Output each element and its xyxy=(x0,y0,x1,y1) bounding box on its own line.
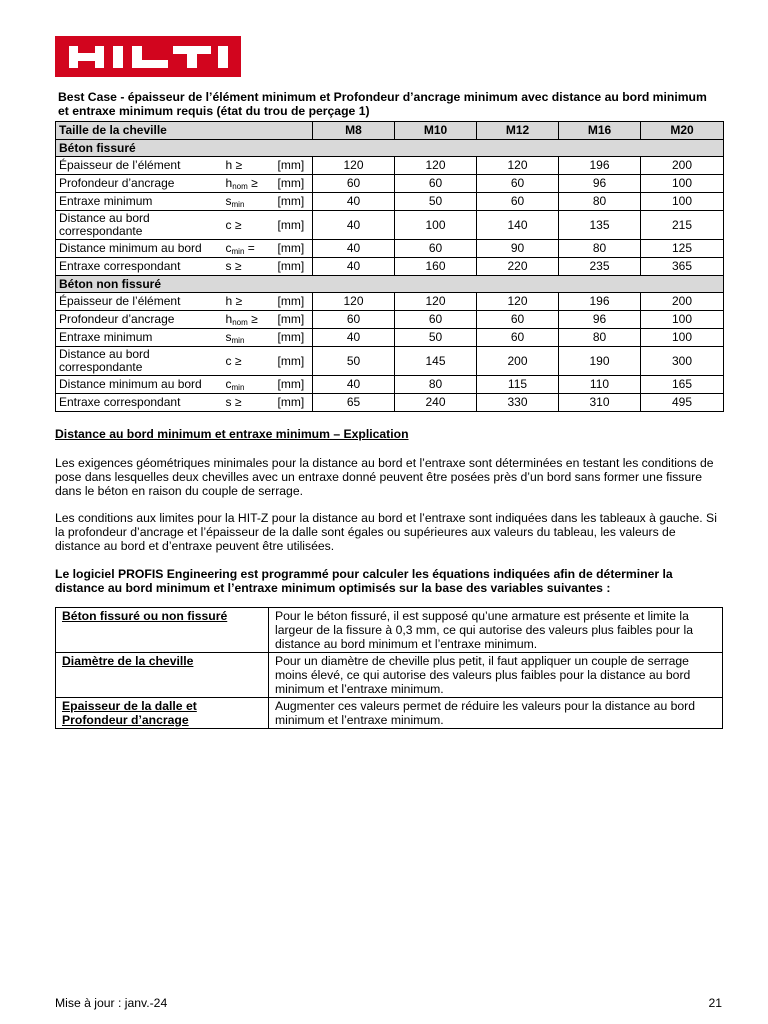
row-label: Distance minimum au bord xyxy=(56,376,223,394)
size-header: M16 xyxy=(559,122,641,140)
section-title: Béton non fissuré xyxy=(56,276,724,293)
value-cell: 40 xyxy=(313,193,395,211)
value-cell: 60 xyxy=(395,311,477,329)
footer-update-date: Mise à jour : janv.-24 xyxy=(55,996,168,1010)
symbol-letter: c xyxy=(225,353,232,368)
value-cell: 200 xyxy=(641,157,724,175)
value-cell: 60 xyxy=(313,175,395,193)
table-row xyxy=(56,157,724,175)
hilti-logo xyxy=(55,36,241,77)
value-cell: 40 xyxy=(313,329,395,347)
variable-row xyxy=(56,653,723,698)
size-header: M10 xyxy=(395,122,477,140)
row-symbol xyxy=(223,293,275,311)
value-cell: 100 xyxy=(395,211,477,240)
value-cell: 140 xyxy=(477,211,559,240)
symbol-subscript: min xyxy=(231,336,245,345)
table-row xyxy=(56,376,724,394)
variable-description: Pour le béton fissuré, il est supposé qu’une armature est présente et limite la largeur de la fissure à 0,3 mm, ce qui autorise des valeurs plus faibles pour la distance au bord minimum et l’entraxe minimum. xyxy=(269,608,723,653)
row-unit: [mm] xyxy=(275,211,313,240)
row-unit: [mm] xyxy=(275,329,313,347)
table-row xyxy=(56,240,724,258)
row-unit: [mm] xyxy=(275,293,313,311)
table-row xyxy=(56,347,724,376)
value-cell: 190 xyxy=(559,347,641,376)
variable-row xyxy=(56,608,723,653)
row-symbol xyxy=(223,211,275,240)
symbol-letter: s xyxy=(225,330,232,344)
value-cell: 100 xyxy=(641,311,724,329)
row-symbol xyxy=(223,329,275,347)
value-cell: 60 xyxy=(395,240,477,258)
page-number: 21 xyxy=(708,996,722,1010)
row-label: Distance minimum au bord xyxy=(56,240,223,258)
row-symbol xyxy=(223,394,275,412)
value-cell: 235 xyxy=(559,258,641,276)
row-label: Profondeur d’ancrage xyxy=(56,311,223,329)
value-cell: 90 xyxy=(477,240,559,258)
symbol-subscript: min xyxy=(231,383,245,392)
table-row xyxy=(56,175,724,193)
value-cell: 50 xyxy=(313,347,395,376)
symbol-operator: ≥ xyxy=(251,312,258,326)
value-cell: 100 xyxy=(641,329,724,347)
value-cell: 60 xyxy=(477,193,559,211)
symbol-operator: ≥ xyxy=(234,217,242,232)
value-cell: 200 xyxy=(477,347,559,376)
row-label: Distance au bord correspondante xyxy=(56,347,223,376)
row-symbol xyxy=(223,175,275,193)
row-label: Profondeur d’ancrage xyxy=(56,175,223,193)
value-cell: 96 xyxy=(559,311,641,329)
symbol-operator: ≥ xyxy=(251,176,258,190)
header-label: Taille de la cheville xyxy=(56,122,313,140)
variables-table xyxy=(55,607,723,729)
value-cell: 40 xyxy=(313,376,395,394)
table-row xyxy=(56,311,724,329)
value-cell: 196 xyxy=(559,293,641,311)
value-cell: 80 xyxy=(559,193,641,211)
row-symbol xyxy=(223,311,275,329)
row-label: Entraxe correspondant xyxy=(56,258,223,276)
symbol-operator: ≥ xyxy=(235,158,243,172)
value-cell: 100 xyxy=(641,175,724,193)
value-cell: 100 xyxy=(641,193,724,211)
row-unit: [mm] xyxy=(275,394,313,412)
explanation-title: Distance au bord minimum et entraxe minimum – Explication xyxy=(55,427,409,441)
row-symbol xyxy=(223,376,275,394)
value-cell: 80 xyxy=(559,329,641,347)
value-cell: 60 xyxy=(477,311,559,329)
value-cell: 60 xyxy=(395,175,477,193)
value-cell: 120 xyxy=(313,157,395,175)
value-cell: 96 xyxy=(559,175,641,193)
value-cell: 215 xyxy=(641,211,724,240)
size-header: M20 xyxy=(641,122,724,140)
table-row xyxy=(56,211,724,240)
row-symbol xyxy=(223,347,275,376)
row-unit: [mm] xyxy=(275,175,313,193)
value-cell: 365 xyxy=(641,258,724,276)
value-cell: 120 xyxy=(477,293,559,311)
symbol-letter: c xyxy=(225,217,232,232)
symbol-subscript: min xyxy=(231,200,245,209)
variable-name: Diamètre de la cheville xyxy=(56,653,269,698)
row-symbol xyxy=(223,240,275,258)
section-title: Béton fissuré xyxy=(56,140,724,157)
value-cell: 40 xyxy=(313,240,395,258)
symbol-operator: ≥ xyxy=(234,353,242,368)
value-cell: 135 xyxy=(559,211,641,240)
symbol-letter: s xyxy=(225,259,232,273)
table-row xyxy=(56,258,724,276)
explanation-paragraph-1: Les exigences géométriques minimales pour la distance au bord et l’entraxe sont déterminées en testant les conditions de pose dans lesquelles deux chevilles avec un entraxe donné peuvent être posées près d’un bord sans former une fissure dans le béton en raison du couple de serrage. xyxy=(55,456,714,498)
symbol-letter: h xyxy=(225,294,233,308)
value-cell: 120 xyxy=(395,157,477,175)
symbol-letter: c xyxy=(225,377,232,391)
value-cell: 240 xyxy=(395,394,477,412)
value-cell: 50 xyxy=(395,193,477,211)
value-cell: 145 xyxy=(395,347,477,376)
value-cell: 80 xyxy=(559,240,641,258)
symbol-operator: = xyxy=(247,241,255,255)
value-cell: 40 xyxy=(313,211,395,240)
value-cell: 60 xyxy=(477,329,559,347)
value-cell: 60 xyxy=(477,175,559,193)
row-label: Épaisseur de l’élément xyxy=(56,293,223,311)
value-cell: 330 xyxy=(477,394,559,412)
row-unit: [mm] xyxy=(275,157,313,175)
value-cell: 110 xyxy=(559,376,641,394)
symbol-subscript: nom xyxy=(232,182,248,191)
size-header: M12 xyxy=(477,122,559,140)
variable-row xyxy=(56,698,723,729)
value-cell: 220 xyxy=(477,258,559,276)
row-label: Entraxe minimum xyxy=(56,329,223,347)
symbol-subscript: nom xyxy=(232,318,248,327)
symbol-letter: h xyxy=(225,312,233,326)
value-cell: 120 xyxy=(477,157,559,175)
table-row xyxy=(56,293,724,311)
symbol-letter: c xyxy=(225,241,232,255)
row-unit: [mm] xyxy=(275,258,313,276)
symbol-operator: ≥ xyxy=(234,259,242,273)
value-cell: 165 xyxy=(641,376,724,394)
size-header: M8 xyxy=(313,122,395,140)
row-unit: [mm] xyxy=(275,193,313,211)
section-row xyxy=(56,276,724,293)
row-label: Épaisseur de l’élément xyxy=(56,157,223,175)
row-unit: [mm] xyxy=(275,240,313,258)
value-cell: 495 xyxy=(641,394,724,412)
symbol-letter: s xyxy=(225,395,232,409)
value-cell: 115 xyxy=(477,376,559,394)
symbol-letter: h xyxy=(225,158,233,172)
symbol-letter: s xyxy=(225,194,232,208)
row-symbol xyxy=(223,193,275,211)
value-cell: 40 xyxy=(313,258,395,276)
variable-name: Béton fissuré ou non fissuré xyxy=(56,608,269,653)
variable-description: Augmenter ces valeurs permet de réduire les valeurs pour la distance au bord minimum et l’entraxe minimum. xyxy=(269,698,723,729)
symbol-operator: ≥ xyxy=(234,395,242,409)
explanation-paragraph-3: Le logiciel PROFIS Engineering est programmé pour calculer les équations indiquées afin de déterminer la distance au bord minimum et l’entraxe minimum optimisés sur la base des variables suivantes : xyxy=(55,567,673,595)
page-heading: Best Case - épaisseur de l’élément minimum et Profondeur d’ancrage minimum avec distance au bord minimum et entraxe minimum requis (état du trou de perçage 1) xyxy=(58,90,707,118)
value-cell: 310 xyxy=(559,394,641,412)
symbol-letter: h xyxy=(225,176,233,190)
value-cell: 196 xyxy=(559,157,641,175)
value-cell: 65 xyxy=(313,394,395,412)
symbol-subscript: min xyxy=(231,247,245,256)
table-header-row xyxy=(56,122,724,140)
variable-description: Pour un diamètre de cheville plus petit, il faut appliquer un couple de serrage moins élevé, ce qui autorise des valeurs plus faibles pour la distance au bord minimum et l’entraxe minimum. xyxy=(269,653,723,698)
row-symbol xyxy=(223,157,275,175)
symbol-operator: ≥ xyxy=(235,294,243,308)
value-cell: 125 xyxy=(641,240,724,258)
value-cell: 120 xyxy=(313,293,395,311)
value-cell: 60 xyxy=(313,311,395,329)
value-cell: 300 xyxy=(641,347,724,376)
row-unit: [mm] xyxy=(275,347,313,376)
value-cell: 80 xyxy=(395,376,477,394)
explanation-paragraph-2: Les conditions aux limites pour la HIT-Z pour la distance au bord et l’entraxe sont indiquées dans les tableaux à gauche. Si la profondeur d’ancrage et l’épaisseur de la dalle sont égales ou supérieures aux valeurs du tableau, les valeurs de distance au bord et d’entraxe peuvent être utilisées. xyxy=(55,511,717,553)
row-label: Entraxe minimum xyxy=(56,193,223,211)
value-cell: 50 xyxy=(395,329,477,347)
table-row xyxy=(56,193,724,211)
variable-name: Epaisseur de la dalle et Profondeur d’ancrage xyxy=(56,698,269,729)
value-cell: 160 xyxy=(395,258,477,276)
row-unit: [mm] xyxy=(275,376,313,394)
table-row xyxy=(56,394,724,412)
row-symbol xyxy=(223,258,275,276)
section-row xyxy=(56,140,724,157)
anchor-spec-table xyxy=(55,121,724,412)
hilti-logo-mark xyxy=(55,36,241,77)
row-label: Distance au bord correspondante xyxy=(56,211,223,240)
value-cell: 200 xyxy=(641,293,724,311)
row-unit: [mm] xyxy=(275,311,313,329)
row-label: Entraxe correspondant xyxy=(56,394,223,412)
value-cell: 120 xyxy=(395,293,477,311)
table-row xyxy=(56,329,724,347)
